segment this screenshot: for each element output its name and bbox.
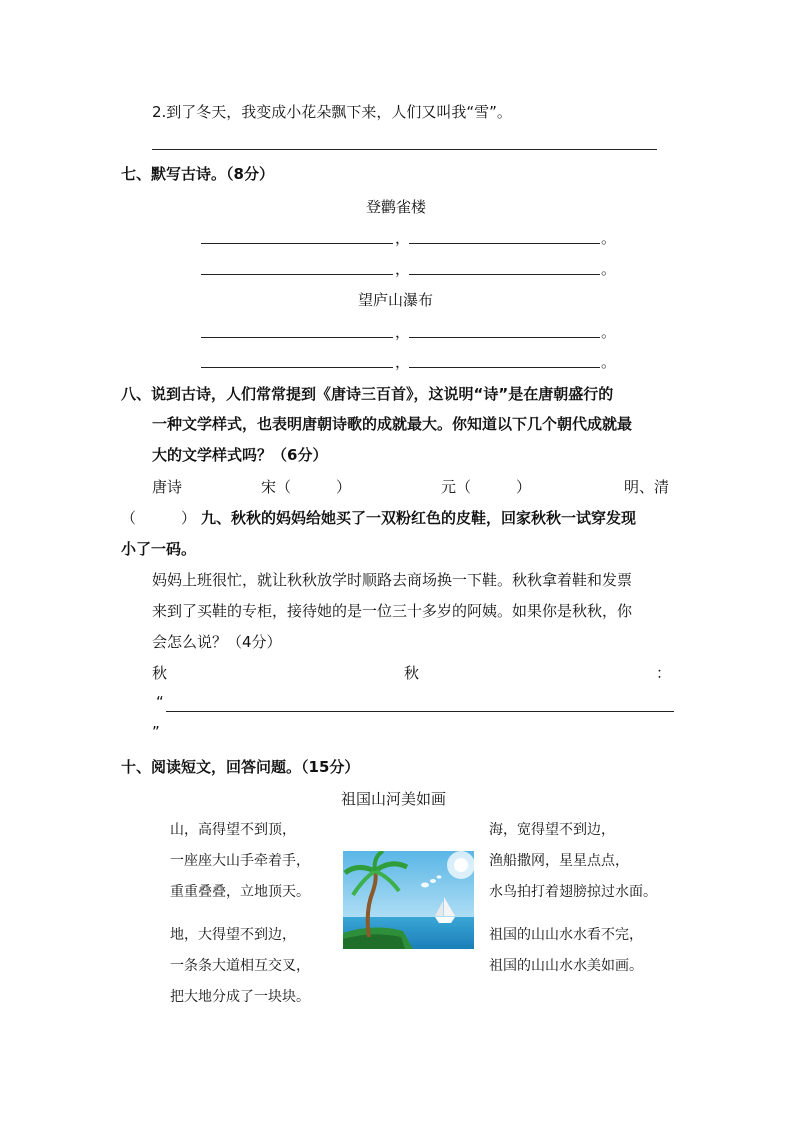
q8-line3: 大的文学样式吗？（6分） xyxy=(152,446,328,464)
left-stanza2-line3: 把大地分成了一块块。 xyxy=(170,989,310,1005)
comma: ， xyxy=(395,260,411,278)
poem2-line2-a[interactable] xyxy=(201,367,393,368)
q9-close-quote: ” xyxy=(152,723,160,741)
poem2-title: 望庐山瀑布 xyxy=(358,291,434,309)
poem2-line1-b[interactable] xyxy=(409,337,600,338)
right-stanza2-line1: 祖国的山山水水看不完， xyxy=(489,927,643,943)
poem1-line1-a[interactable] xyxy=(201,243,393,244)
poem1-title: 登鹳雀楼 xyxy=(366,198,427,216)
q8-line2: 一种文学样式，也表明唐朝诗歌的成就最大。你知道以下几个朝代成就最 xyxy=(152,415,633,433)
period: 。 xyxy=(601,323,617,341)
right-stanza1-line2: 渔船撒网，星星点点， xyxy=(489,853,629,869)
left-stanza1-line2: 一座座大山手牵着手， xyxy=(170,853,310,869)
q10-heading: 十、阅读短文，回答问题。（15分） xyxy=(121,758,360,776)
palm-tree-sailboat-icon xyxy=(343,851,474,949)
poem1-line2-a[interactable] xyxy=(201,274,393,275)
comma: ， xyxy=(395,229,411,247)
left-stanza1-line3: 重重叠叠，立地顶天。 xyxy=(170,884,310,900)
q10-passage-title: 祖国山河美如画 xyxy=(341,790,447,808)
poem1-line2-b[interactable] xyxy=(409,274,600,275)
poem2-line1-a[interactable] xyxy=(201,337,393,338)
q9-qiu-1: 秋 xyxy=(152,664,168,682)
q9-para3: 会怎么说？（4分） xyxy=(152,633,282,651)
q6-answer-line[interactable] xyxy=(152,149,657,150)
left-stanza2-line1: 地，大得望不到边， xyxy=(170,927,296,943)
q9-open-quote: “ xyxy=(156,693,164,711)
period: 。 xyxy=(601,353,617,371)
period: 。 xyxy=(601,229,617,247)
q8-tang-label: 唐诗 xyxy=(152,478,183,496)
comma: ， xyxy=(395,323,411,341)
right-stanza1-line3: 水鸟拍打着翅膀掠过水面。 xyxy=(489,884,657,900)
q8-song-blank[interactable]: 宋（ ） xyxy=(261,478,352,496)
q9-para1: 妈妈上班很忙，就让秋秋放学时顺路去商场换一下鞋。秋秋拿着鞋和发票 xyxy=(152,571,633,589)
q6-item2-text: 2.到了冬天，我变成小花朵飘下来，人们又叫我“雪”。 xyxy=(152,103,512,121)
q9-line2: 小了一码。 xyxy=(121,540,197,558)
left-stanza2-line2: 一条条大道相互交叉， xyxy=(170,958,310,974)
q9-para2: 来到了买鞋的专柜，接待她的是一位三十多岁的阿姨。如果你是秋秋，你 xyxy=(152,602,633,620)
q8-mingqing-label: 明、清 xyxy=(624,478,670,496)
q8-mingqing-blank[interactable]: （ ） xyxy=(121,509,197,527)
q9-answer-line[interactable] xyxy=(166,711,674,712)
q9-qiu-2: 秋 xyxy=(404,664,420,682)
q7-heading: 七、默写古诗。（8分） xyxy=(121,165,274,183)
q8-yuan-blank[interactable]: 元（ ） xyxy=(441,478,532,496)
q9-colon: ： xyxy=(656,664,672,682)
right-stanza2-line2: 祖国的山山水水美如画。 xyxy=(489,958,643,974)
comma: ， xyxy=(395,353,411,371)
right-stanza1-line1: 海，宽得望不到边， xyxy=(489,822,615,838)
left-stanza1-line1: 山，高得望不到顶， xyxy=(170,822,296,838)
q8-line1: 八、说到古诗，人们常常提到《唐诗三百首》，这说明“诗”是在唐朝盛行的 xyxy=(121,385,614,403)
poem1-line1-b[interactable] xyxy=(409,243,600,244)
q9-line1: 九、秋秋的妈妈给她买了一双粉红色的皮鞋，回家秋秋一试穿发现 xyxy=(201,509,637,527)
period: 。 xyxy=(601,260,617,278)
poem2-line2-b[interactable] xyxy=(409,367,600,368)
